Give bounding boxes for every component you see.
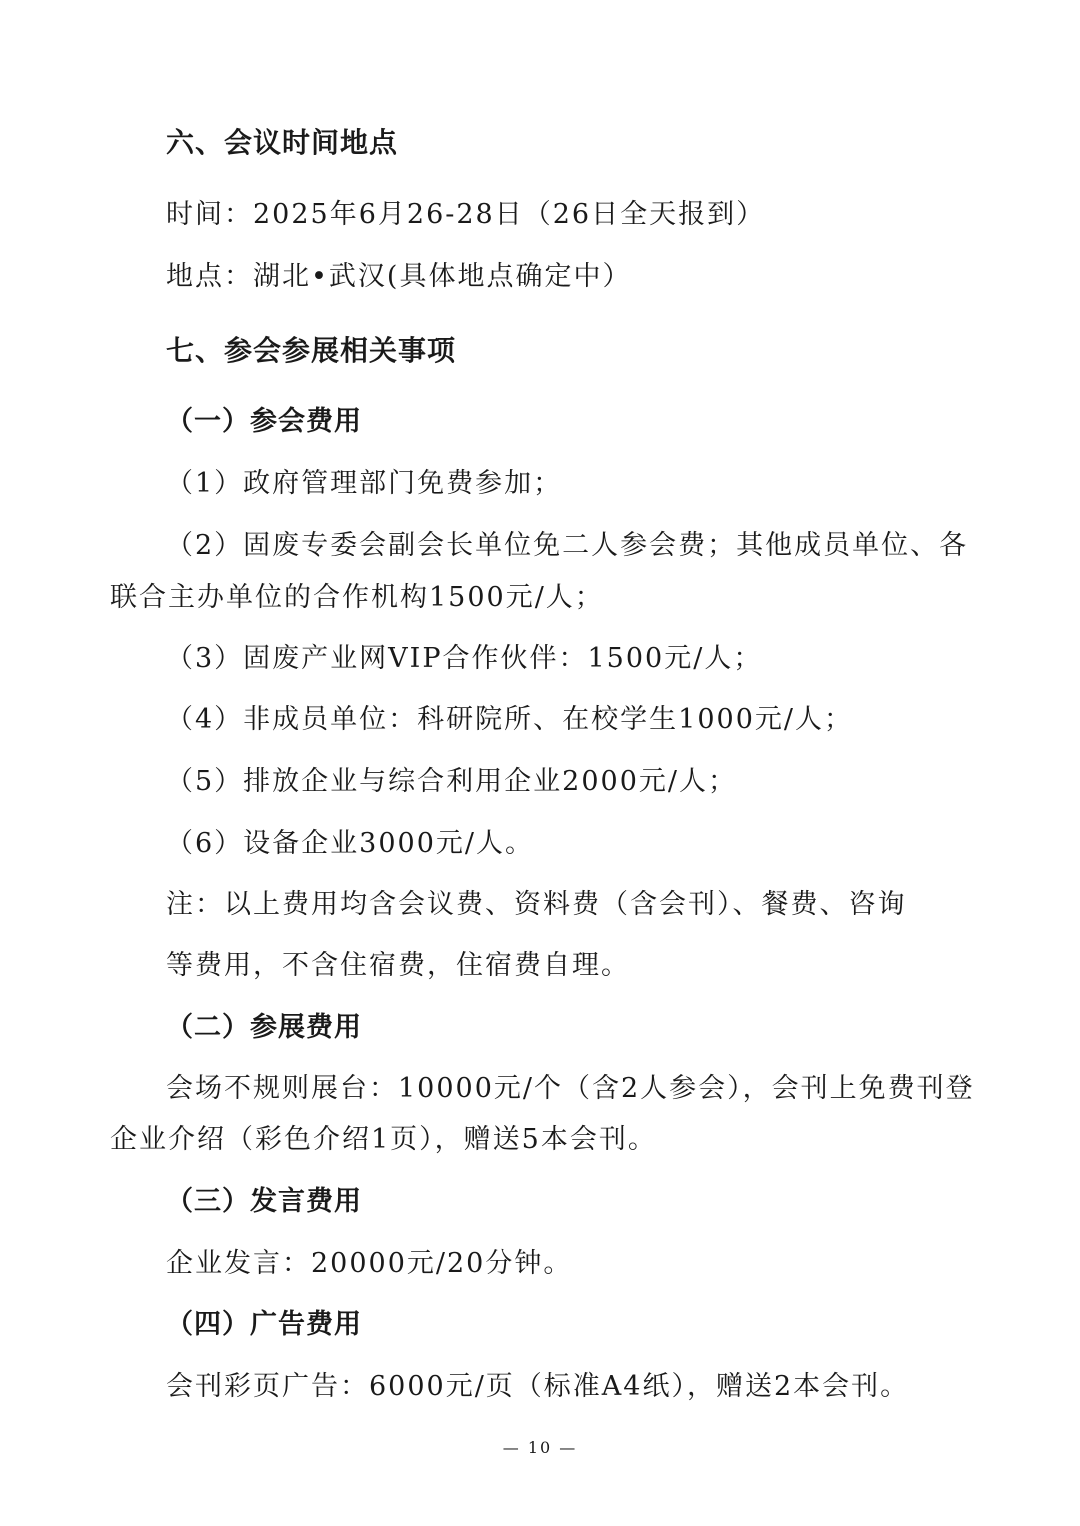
exhibit-fee-line2: 企业介绍（彩色介绍1页），赠送5本会刊。 bbox=[110, 1124, 657, 1155]
sub3-title: （三）发言费用 bbox=[166, 1186, 362, 1217]
sub1-title: （一）参会费用 bbox=[166, 406, 362, 437]
page-number: — 10 — bbox=[502, 1438, 578, 1457]
meeting-place: 地点：湖北•武汉(具体地点确定中） bbox=[166, 261, 632, 292]
fee-item-1: （1）政府管理部门免费参加； bbox=[166, 468, 563, 499]
fee-note-line1: 注：以上费用均含会议费、资料费（含会刊）、餐费、咨询 bbox=[166, 889, 907, 920]
fee-item-6: （6）设备企业3000元/人。 bbox=[166, 828, 534, 859]
exhibit-fee-line1: 会场不规则展台：10000元/个（含2人参会），会刊上免费刊登 bbox=[166, 1073, 975, 1104]
section7-title: 七、参会参展相关事项 bbox=[166, 334, 457, 367]
fee-note-line2: 等费用，不含住宿费，住宿费自理。 bbox=[166, 950, 630, 981]
meeting-time: 时间：2025年6月26-28日（26日全天报到） bbox=[166, 199, 766, 230]
fee-item-2-cont: 联合主办单位的合作机构1500元/人； bbox=[110, 582, 604, 613]
sub2-title: （二）参展费用 bbox=[166, 1012, 362, 1043]
ad-fee-line: 会刊彩页广告：6000元/页（标准A4纸），赠送2本会刊。 bbox=[166, 1371, 910, 1402]
sub4-title: （四）广告费用 bbox=[166, 1309, 362, 1340]
section6-title: 六、会议时间地点 bbox=[166, 126, 399, 159]
fee-item-4: （4）非成员单位：科研院所、在校学生1000元/人； bbox=[166, 704, 853, 735]
fee-item-5: （5）排放企业与综合利用企业2000元/人； bbox=[166, 766, 737, 797]
speech-fee-line: 企业发言：20000元/20分钟。 bbox=[166, 1248, 573, 1279]
fee-item-2: （2）固废专委会副会长单位免二人参会费；其他成员单位、各 bbox=[166, 530, 969, 561]
fee-item-3: （3）固废产业网VIP合作伙伴：1500元/人； bbox=[166, 643, 763, 674]
